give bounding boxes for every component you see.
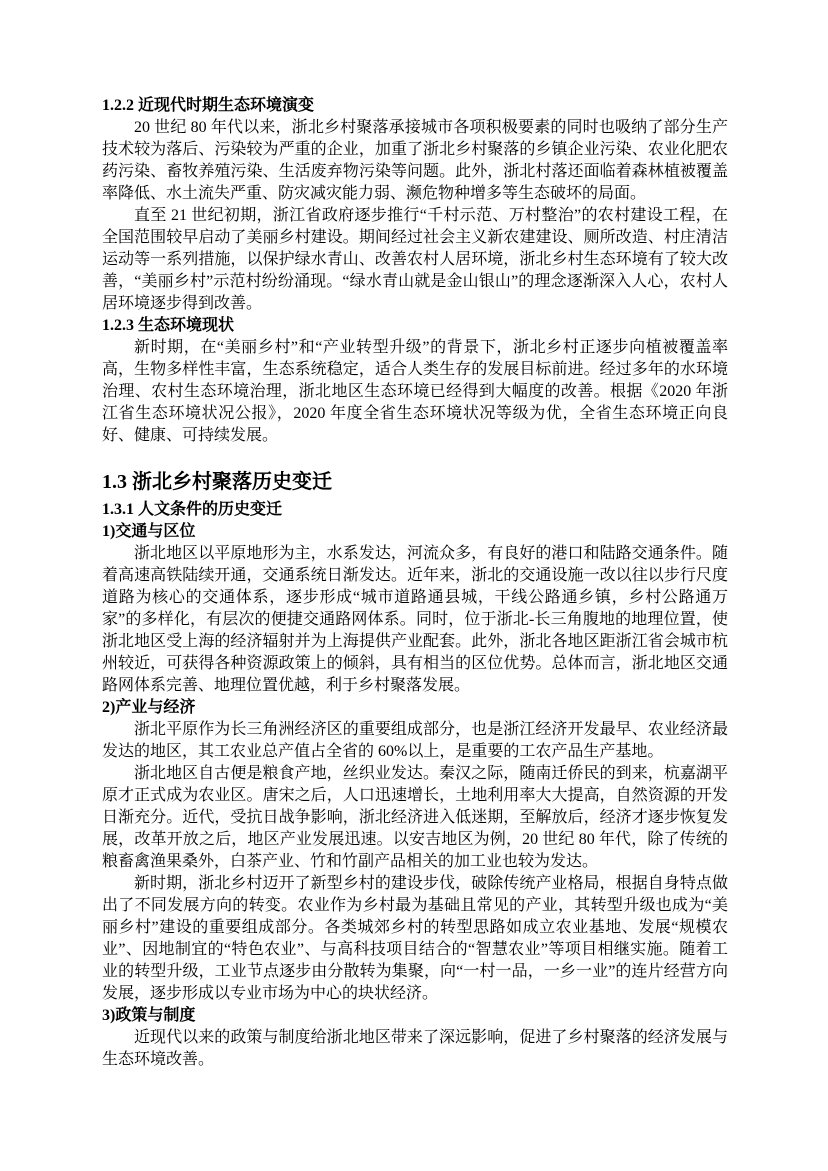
item-heading-policy: 3)政策与制度 [102,1007,196,1024]
section-heading-1-3: 1.3 浙北乡村聚落历史变迁 [102,471,332,493]
paragraph-village-reform: 直至 21 世纪初期，浙江省政府逐步推行“千村示范、万村整治”的农村建设工程，在全国范围较早启动了美丽乡村建设。期间经过社会主义新农建建设、厕所改造、村庄清洁运动等一系列措施，以保护绿水青山、改善农村人居环境，浙北乡村生态环境有了较大改善，“美丽乡村”示范村纷纷涌现。“绿水青山就是金山银山”的理念逐渐深入人心，农村人居环境逐步得到改善。 [102,207,728,312]
section-heading-1-2-3: 1.2.3 生态环境现状 [102,317,235,334]
paragraph-industry-2: 浙北地区自古便是粮食产地，丝织业发达。秦汉之际，随南迁侨民的到来，杭嘉湖平原才正式成为农业区。唐宋之后，人口迅速增长，土地利用率大大提高，自然资源的开发日渐充分。近代，受抗日战争影响，浙北经济进入低迷期，至解放后，经济才逐步恢复发展，改革开放之后，地区产业发展迅速。以安吉地区为例，20 世纪 80 年代，除了传统的粮畜禽渔果桑外，白茶产业、竹和竹副产品相关的加工业也较为发达。 [102,765,728,870]
section-heading-1-3-1: 1.3.1 人文条件的历史变迁 [102,501,283,518]
paragraph-industry-3: 新时期，浙北乡村迈开了新型乡村的建设步伐，破除传统产业格局，根据自身特点做出了不同发展方向的转变。农业作为乡村最为基础且常见的产业，其转型升级也成为“美丽乡村”建设的重要组成部分。各类城郊乡村的转型思路如成立农业基地、发展“规模农业”、因地制宜的“特色农业”、与高科技项目结合的“智慧农业”等项目相继实施。随着工业的转型升级，工业节点逐步由分散转为集聚，向“一村一品，一乡一业”的连片经营方向发展，逐步形成以专业市场为中心的块状经济。 [102,875,728,1002]
paragraph-transport: 浙北地区以平原地形为主，水系发达，河流众多，有良好的港口和陆路交通条件。随着高速高铁陆续开通，交通系统日渐发达。近年来，浙北的交通设施一改以往以步行尺度道路为核心的交通体系，逐步形成“城市道路通县城，干线公路通乡镇，乡村公路通万家”的多样化，有层次的便捷交通路网体系。同时，位于浙北-长三角腹地的地理位置，使浙北地区受上海的经济辐射并为上海提供产业配套。此外，浙北各地区距浙江省会城市杭州较近，可获得各种资源政策上的倾斜，具有相当的区位优势。总体而言，浙北地区交通路网体系完善、地理位置优越，利于乡村聚落发展。 [102,545,728,694]
item-heading-transport: 1)交通与区位 [102,523,196,540]
paragraph-eco-evolution: 20 世纪 80 年代以来，浙北乡村聚落承接城市各项积极要素的同时也吸纳了部分生产技术较为落后、污染较为严重的企业，加重了浙北乡村聚落的乡镇企业污染、农业化肥农药污染、畜牧养殖污染、生活废弃物污染等问题。此外，浙北村落还面临着森林植被覆盖率降低、水土流失严重、防灾减灾能力弱、濒危物种增多等生态破坏的局面。 [102,119,728,202]
paragraph-eco-status: 新时期，在“美丽乡村”和“产业转型升级”的背景下，浙北乡村正逐步向植被覆盖率高，生物多样性丰富，生态系统稳定，适合人类生存的发展目标前进。经过多年的水环境治理、农村生态环境治理，浙北地区生态环境已经得到大幅度的改善。根据《2020 年浙江省生态环境状况公报》，2020 年度全省生态环境状况等级为优，全省生态环境正向良好、健康、可持续发展。 [102,339,728,444]
item-heading-industry: 2)产业与经济 [102,699,196,716]
section-heading-1-2-2: 1.2.2 近现代时期生态环境演变 [102,97,315,114]
paragraph-policy: 近现代以来的政策与制度给浙北地区带来了深远影响，促进了乡村聚落的经济发展与生态环境改善。 [102,1029,728,1068]
paragraph-industry-1: 浙北平原作为长三角洲经济区的重要组成部分，也是浙江经济开发最早、农业经济最发达的地区，其工农业总产值占全省的 60%以上，是重要的工农产品生产基地。 [102,721,728,760]
